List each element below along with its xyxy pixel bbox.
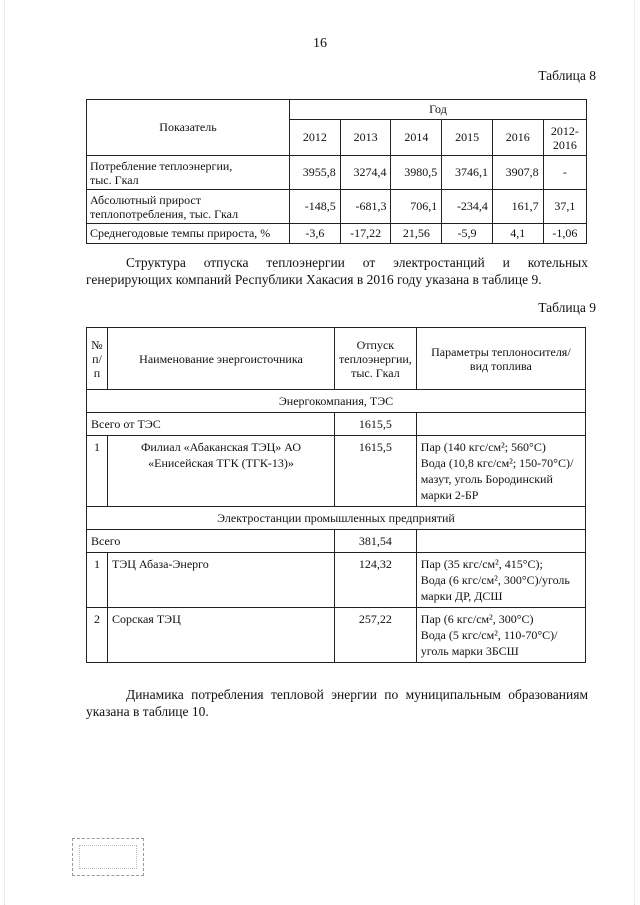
table8-cell: 37,1 [543,190,586,224]
paragraph-dynamics-text: Динамика потребления тепловой энергии по муниципальным образованиям указана в таблице 10. [86,687,588,719]
table9-total-industrial-label: Всего [87,530,335,553]
paragraph-structure-text: Структура отпуска теплоэнергии от электростанций и котельных генерирующих компаний Республики Хакасия в 2016 году указана в таблице 9. [86,255,588,287]
table9-header-name: Наименование энергоисточника [108,328,335,390]
table8-cell: -5,9 [442,224,493,244]
table8-row-name: Абсолютный прирост теплопотребления, тыс. Гкал [87,190,290,224]
table8-cell: 3907,8 [492,156,543,190]
table8-row-name: Среднегодовые темпы прироста, % [87,224,290,244]
table9-row-name: Сорская ТЭЦ [108,608,335,663]
table8-cell: 4,1 [492,224,543,244]
table9-total-industrial-params [416,530,585,553]
table9-label: Таблица 9 [538,300,596,315]
table8-cell: 3274,4 [340,156,391,190]
table9-row-num: 2 [87,608,108,663]
table9-total-industrial-value: 381,54 [335,530,417,553]
table8-cell: 161,7 [492,190,543,224]
table9-row-params: Пар (140 кгс/см²; 560°С) Вода (10,8 кгс/см²; 150-70°С)/ мазут, уголь Бородинский марки 2-БР [416,436,585,507]
table9-row-name: ТЭЦ Абаза-Энерго [108,553,335,608]
table9-section-tes: Энергокомпания, ТЭС [87,390,586,413]
table8-cell: 3955,8 [290,156,341,190]
table8-year: 2015 [442,120,493,156]
table9-total-tes-value: 1615,5 [335,413,417,436]
table8-year: 2014 [391,120,442,156]
table9-row-value: 257,22 [335,608,417,663]
table8-cell: -17,22 [340,224,391,244]
scan-edge-left [4,0,6,905]
table8-cell: - [543,156,586,190]
table9-row-params: Пар (35 кгс/см², 415°С); Вода (6 кгс/см², 300°С)/уголь марки ДР, ДСШ [416,553,585,608]
table9-row-params: Пар (6 кгс/см², 300°С) Вода (5 кгс/см², 110-70°С)/ уголь марки 3БСШ [416,608,585,663]
table9-header-supply: Отпуск теплоэнергии, тыс. Гкал [335,328,417,390]
table8-cell: 706,1 [391,190,442,224]
table9-header-num: № п/п [87,328,108,390]
table9-total-tes-label: Всего от ТЭС [87,413,335,436]
stamp-mark [72,838,144,876]
table8-year: 2012- 2016 [543,120,586,156]
table8-year: 2013 [340,120,391,156]
table8-label: Таблица 8 [538,68,596,83]
table9-total-tes-params [416,413,585,436]
table9-row-num: 1 [87,553,108,608]
table8-row-name: Потребление теплоэнергии, тыс. Гкал [87,156,290,190]
paragraph-structure [86,254,588,288]
table8-cell: -234,4 [442,190,493,224]
table9-header-params: Параметры теплоносителя/ вид топлива [416,328,585,390]
table8-cell: -1,06 [543,224,586,244]
table8-year: 2012 [290,120,341,156]
table9-section-industrial: Электростанции промышленных предприятий [87,507,586,530]
table8-cell: -148,5 [290,190,341,224]
table8 [86,99,587,244]
page-number: 16 [313,36,327,51]
table8-cell: 3746,1 [442,156,493,190]
table8-cell: -3,6 [290,224,341,244]
table9-row-name: Филиал «Абаканская ТЭЦ» АО «Енисейская ТГК (ТГК-13)» [108,436,335,507]
table8-cell: 21,56 [391,224,442,244]
table9-row-value: 1615,5 [335,436,417,507]
table8-cell: -681,3 [340,190,391,224]
table8-cell: 3980,5 [391,156,442,190]
table8-header-indicator: Показатель [87,100,290,156]
paragraph-dynamics [86,686,588,720]
table9-row-value: 124,32 [335,553,417,608]
table8-header-year: Год [290,100,587,120]
table9 [86,327,586,663]
table9-row-num: 1 [87,436,108,507]
table8-year: 2016 [492,120,543,156]
scan-edge-right [634,0,636,905]
